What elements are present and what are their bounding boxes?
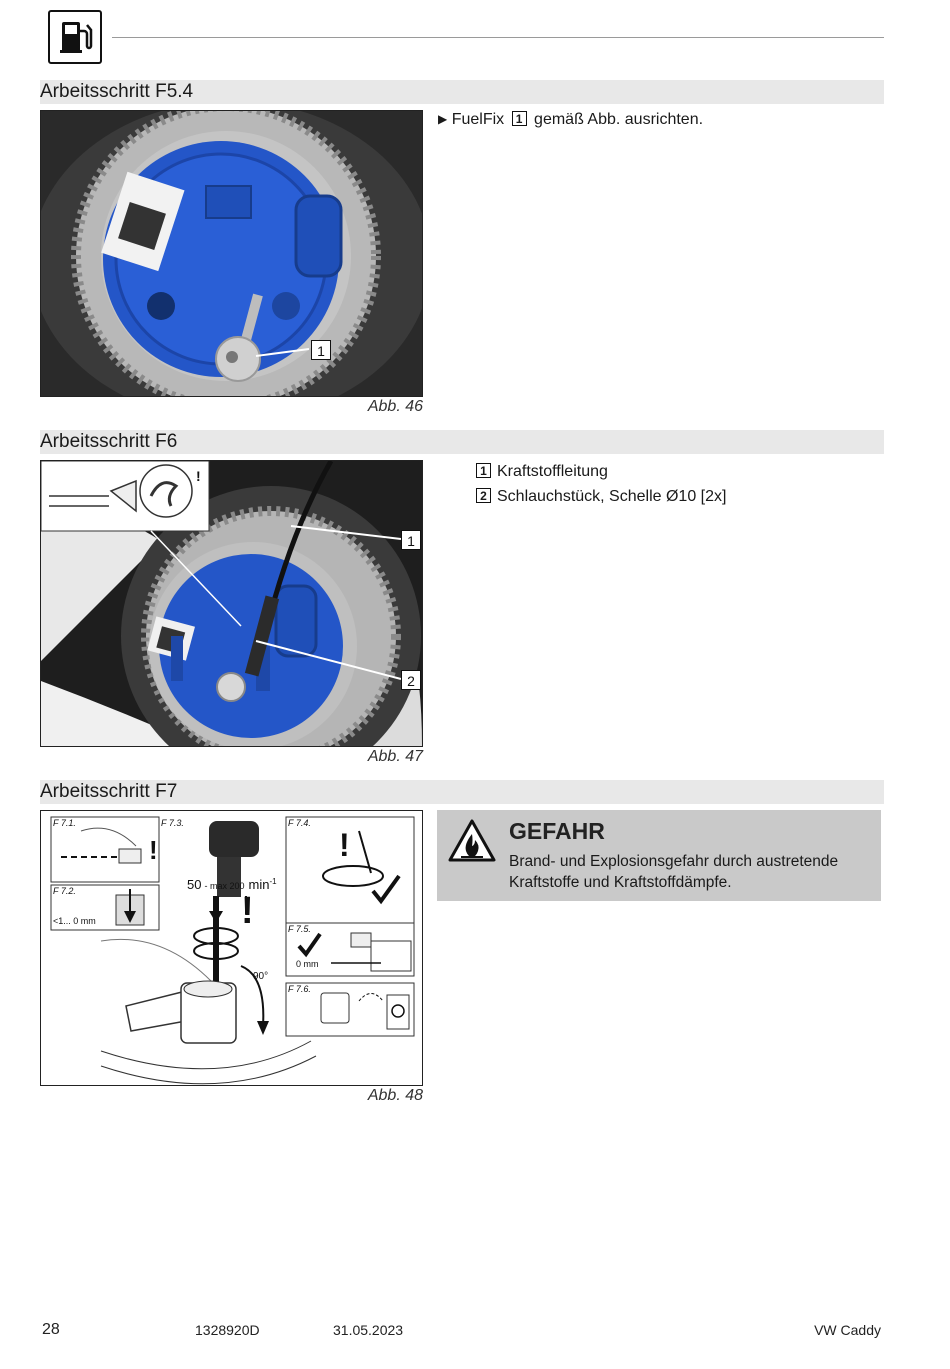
step-title-f6: Arbeitsschritt F6 xyxy=(40,430,884,454)
fuel-sender-photo-1 xyxy=(41,111,422,396)
svg-text:!: ! xyxy=(339,827,350,863)
label-f72: F 7.2. xyxy=(53,886,76,896)
figure-abb47 xyxy=(40,460,423,747)
figure-caption: Abb. 46 xyxy=(367,398,423,415)
svg-text:!: ! xyxy=(241,890,254,932)
step-title-f7: Arbeitsschritt F7 xyxy=(40,780,884,804)
bullet-arrow-icon: ▶ xyxy=(438,112,448,126)
installation-diagram xyxy=(41,811,422,1085)
svg-text:!: ! xyxy=(149,835,158,865)
label-f73: F 7.3. xyxy=(161,818,184,828)
label-gap: <1... 0 mm xyxy=(53,916,96,926)
fuel-pump-icon xyxy=(48,10,102,64)
step-title-f54: Arbeitsschritt F5.4 xyxy=(40,80,884,104)
instruction-f54 xyxy=(438,111,703,129)
doc-date: 31.05.2023 xyxy=(333,1322,404,1338)
speed-pre: 50 xyxy=(187,877,202,892)
danger-title: GEFAHR xyxy=(509,818,605,844)
figure-abb46 xyxy=(40,110,423,397)
fuel-sender-photo-2 xyxy=(41,461,422,746)
label-f71: F 7.1. xyxy=(53,818,76,828)
figure-abb48 xyxy=(40,810,423,1086)
figure-caption: Abb. 48 xyxy=(367,1087,423,1104)
legend-num: 2 xyxy=(476,488,491,503)
instruction-pre: FuelFix xyxy=(451,111,505,128)
legend-item-2 xyxy=(476,488,726,506)
legend-item-1 xyxy=(476,463,608,481)
label-angle: 90° xyxy=(253,971,269,982)
label-f76: F 7.6. xyxy=(288,984,311,994)
header-rule xyxy=(112,37,884,38)
legend-text: Kraftstoffleitung xyxy=(497,463,608,480)
legend-text: Schlauchstück, Schelle Ø10 [2x] xyxy=(497,488,727,505)
legend-num: 1 xyxy=(476,463,491,478)
fire-warning-icon xyxy=(447,818,497,864)
instruction-post: gemäß Abb. ausrichten. xyxy=(534,111,704,128)
speed-mid: - max 200 xyxy=(204,881,245,891)
callout-2: 2 xyxy=(401,670,421,690)
callout-1: 1 xyxy=(401,530,421,550)
vehicle-model: VW Caddy xyxy=(814,1322,881,1338)
speed-unit: min xyxy=(248,877,270,892)
label-f75: F 7.5. xyxy=(288,924,311,934)
danger-text: Brand- und Explosionsgefahr durch austretende Kraftstoffe und Kraftstoffdämpfe. xyxy=(509,853,839,891)
label-f74: F 7.4. xyxy=(288,818,311,828)
speed-label: 50 - max 200 $\min^{-1}$ xyxy=(187,877,277,892)
label-zero: 0 mm xyxy=(296,959,319,969)
page-number: 28 xyxy=(42,1321,60,1338)
danger-notice xyxy=(437,810,881,901)
doc-number: 1328920D xyxy=(195,1322,260,1338)
figure-caption: Abb. 47 xyxy=(367,748,423,765)
callout-ref: 1 xyxy=(512,111,527,126)
callout-1: 1 xyxy=(311,340,331,360)
svg-text:!: ! xyxy=(196,468,201,484)
